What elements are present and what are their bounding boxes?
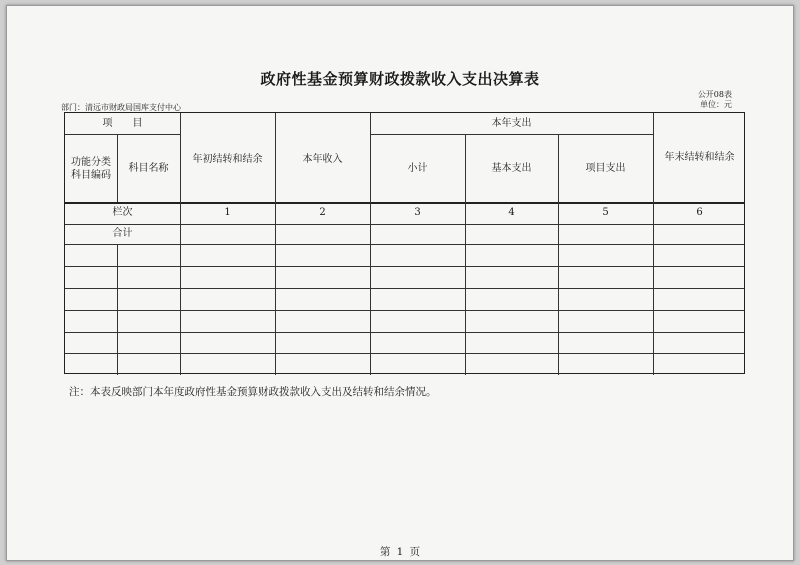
grid-line	[117, 244, 118, 375]
header-func-class-line1: 功能分类	[71, 157, 111, 168]
total-label: 合计	[112, 228, 133, 239]
header-annual-expense: 本年支出	[491, 118, 532, 129]
grid-line	[180, 113, 181, 375]
form-code: 公开08表	[697, 90, 732, 99]
grid-line	[370, 134, 653, 135]
grid-line	[65, 134, 180, 135]
grid-line	[65, 332, 744, 333]
column-number: 6	[696, 207, 703, 218]
grid-line	[275, 113, 276, 375]
grid-line	[65, 288, 744, 289]
header-end-balance: 年末结转和结余	[664, 152, 735, 163]
page-number: 第 1 页	[379, 546, 421, 558]
header-project: 项 目	[102, 118, 143, 129]
document-page	[6, 5, 794, 561]
column-index-label: 栏次	[112, 207, 133, 218]
department-label: 部门：清远市财政局国库支付中心	[61, 103, 181, 112]
final-accounts-table	[64, 112, 745, 374]
header-annual-income: 本年收入	[302, 154, 343, 165]
header-subject-name: 科目名称	[128, 163, 169, 174]
column-number: 3	[414, 207, 421, 218]
header-func-class-line2: 科目编码	[71, 170, 111, 181]
column-number: 5	[602, 207, 609, 218]
unit-label: 单位：元	[700, 100, 732, 109]
column-number: 4	[508, 207, 515, 218]
header-basic-expense: 基本支出	[491, 163, 532, 174]
grid-line	[65, 244, 744, 245]
document-title: 政府性基金预算财政拨款收入支出决算表	[260, 70, 540, 88]
grid-line	[65, 310, 744, 311]
header-subtotal: 小计	[407, 163, 428, 174]
grid-line	[65, 353, 744, 354]
column-number: 1	[224, 207, 231, 218]
grid-line	[65, 224, 744, 225]
header-project-expense: 项目支出	[585, 163, 626, 174]
column-number: 2	[319, 207, 326, 218]
grid-line	[370, 113, 371, 375]
grid-line	[65, 266, 744, 267]
table-footnote: 注：本表反映部门本年度政府性基金预算财政拨款收入支出及结转和结余情况。	[69, 386, 437, 398]
grid-line	[65, 202, 744, 204]
header-begin-balance: 年初结转和结余	[192, 154, 263, 165]
